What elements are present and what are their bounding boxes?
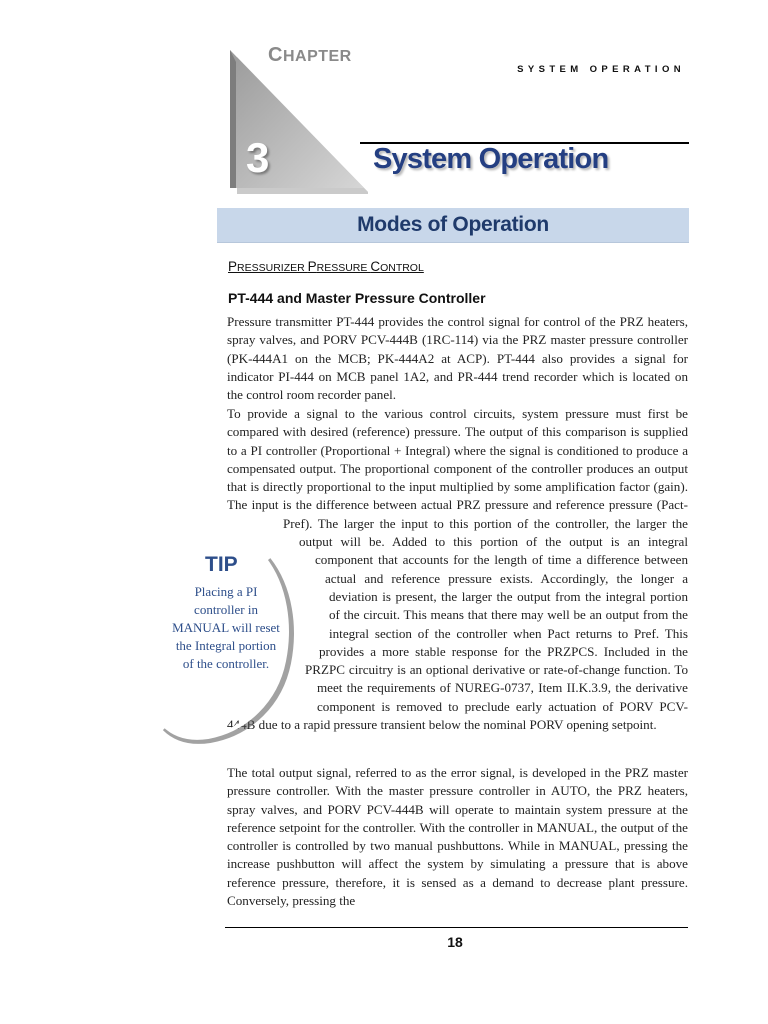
section-title: Modes of Operation [357, 213, 549, 236]
tip-label: TIP [205, 553, 238, 576]
chapter-title: System Operation [373, 143, 609, 175]
page-number: 18 [447, 934, 463, 950]
body-paragraph: Pressure transmitter PT-444 provides the control signal for control of the PRZ heaters, spray valves, and PORV PCV-444B (1RC-114) via the PRZ master pressure controller (PK-444A1 on the MCB; PK-444A2 at ACP). PT-444 also provides a signal for indicator PI-444 on MCB panel 1A2, and PR-444 trend recorder which is located on the control room recorder panel. [227, 314, 688, 403]
running-header: SYSTEM OPERATION [517, 64, 685, 75]
chapter-label: CHAPTER [268, 44, 352, 66]
tip-text: Placing a PI controller in MANUAL will reset the Integral portion of the controller. [172, 584, 280, 671]
topic-heading: PT-444 and Master Pressure Controller [228, 290, 486, 306]
subsection-heading: PRESSURIZER PRESSURE CONTROL [228, 259, 424, 274]
chapter-number: 3 [246, 134, 270, 181]
section-banner [217, 208, 689, 243]
body-paragraph: The total output signal, referred to as the error signal, is developed in the PRZ master pressure controller. With the master pressure controller in AUTO, the PRZ heaters, spray valves, and PORV PCV-444B will operate to maintain system pressure at the reference setpoint for the controller. With the controller in MANUAL, the output of the controller is controlled by two manual pushbuttons. While in MANUAL, pressing the increase pushbutton will affect the system by simulating a pressure that is above reference pressure, therefore, it is sensed as a demand to decrease plant pressure. Conversely, pressing the [227, 765, 688, 909]
body-paragraph: To provide a signal to the various control circuits, system pressure must first be compared with desired (reference) pressure. The output of this comparison is supplied to a PI controller (Proportional + Integral) where the signal is conditioned to produce a compensated output. The proportional component of the controller produces an output that is directly proportional to the input multiplied by some amplification factor (gain). The input is the difference between actual PRZ pressure and reference pressure (Pact-Pref). The larger the input to this portion of the controller, the larger the output will be. Added to this portion of the output is an integral component that accounts for the length of time a difference between actual and reference pressure exists. Accordingly, the longer a deviation is present, the larger the output from the integral portion of the circuit. This means that there may well be an output from the integral section of the controller when Pact returns to Pref. This provides a more stable response for the PRZPCS. Included in the PRZPC circuitry is an optional derivative or rate-of-change function. To meet the requirements of NUREG-0737, Item II.K.3.9, the derivative component is removed to preclude early actuation of PORV PCV-444B due to a rapid pressure transient below the nominal PORV opening setpoint. [227, 406, 688, 733]
footer-rule [225, 927, 688, 928]
